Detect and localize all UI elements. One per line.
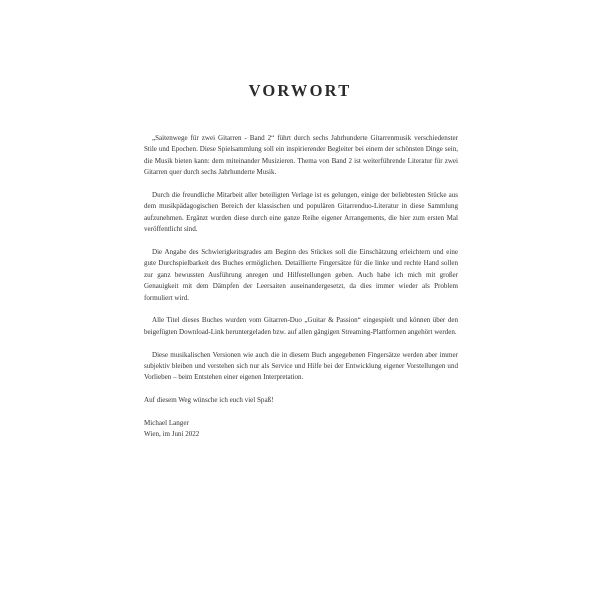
paragraph-difficulty: Die Angabe des Schwierigkeitsgrades am Beginn des Stückes soll die Einschätzung erleichtern und eine gute Durchspielbarkeit des Buches ermöglichen. Detaillierte Fingersätze für die linke und rechte Hand sollen zur ganz bewussten Ausführung anregen und Hilfestellungen geben. Auch habe ich mich mit großer Genauigkeit mit dem Dämpfen der Leersaiten auseinandergesetzt, da dies immer wieder als Problem formuliert wird. <box>144 248 458 302</box>
signature-block <box>144 418 458 441</box>
paragraph-interpretation: Diese musikalischen Versionen wie auch die in diesem Buch angegebenen Fingersätze werden aber immer subjektiv bleiben und verstehen sich nur als Service und Hilfe bei der Entwicklung eigener Vorstellungen und Vorlieben – beim Entstehen einer eigenen Interpretation. <box>144 350 458 382</box>
foreword-body <box>144 133 458 452</box>
signature-place-date: Wien, im Juni 2022 <box>144 430 200 439</box>
paragraph-recordings: Alle Titel dieses Buches wurden vom Gitarren-Duo „Guitar & Passion“ eingespielt und können über den beigefügten Download-Link heruntergeladen bzw. auf allen gängigen Streaming-Plattformen angehört werden. <box>144 316 458 336</box>
closing-line: Auf diesem Weg wünsche ich euch viel Spaß! <box>144 396 274 405</box>
paragraph-cooperation: Durch die freundliche Mitarbeit aller beteiligten Verlage ist es gelungen, einige der beliebtesten Stücke aus dem musikpädagogischen Bereich der klassischen und populären Gitarrenduo-Literatur in diese Sammlung aufzunehmen. Ergänzt wurden diese durch eine ganze Reihe eigener Arrangements, die hier zum ersten Mal veröffentlicht sind. <box>144 191 458 234</box>
page-title: VORWORT <box>248 81 352 100</box>
signature-name: Michael Langer <box>144 419 189 428</box>
paragraph-intro: „Saitenwege für zwei Gitarren - Band 2“ führt durch sechs Jahrhunderte Gitarrenmusik verschiedenster Stile und Epochen. Diese Spielsammlung soll ein inspirierender Begleiter bei einem der schönsten Dinge sein, die Musik bieten kann: dem miteinander Musizieren. Thema von Band 2 ist weiterführende Literatur für zwei Gitarren quer durch sechs Jahrhunderte Musik. <box>144 134 458 177</box>
